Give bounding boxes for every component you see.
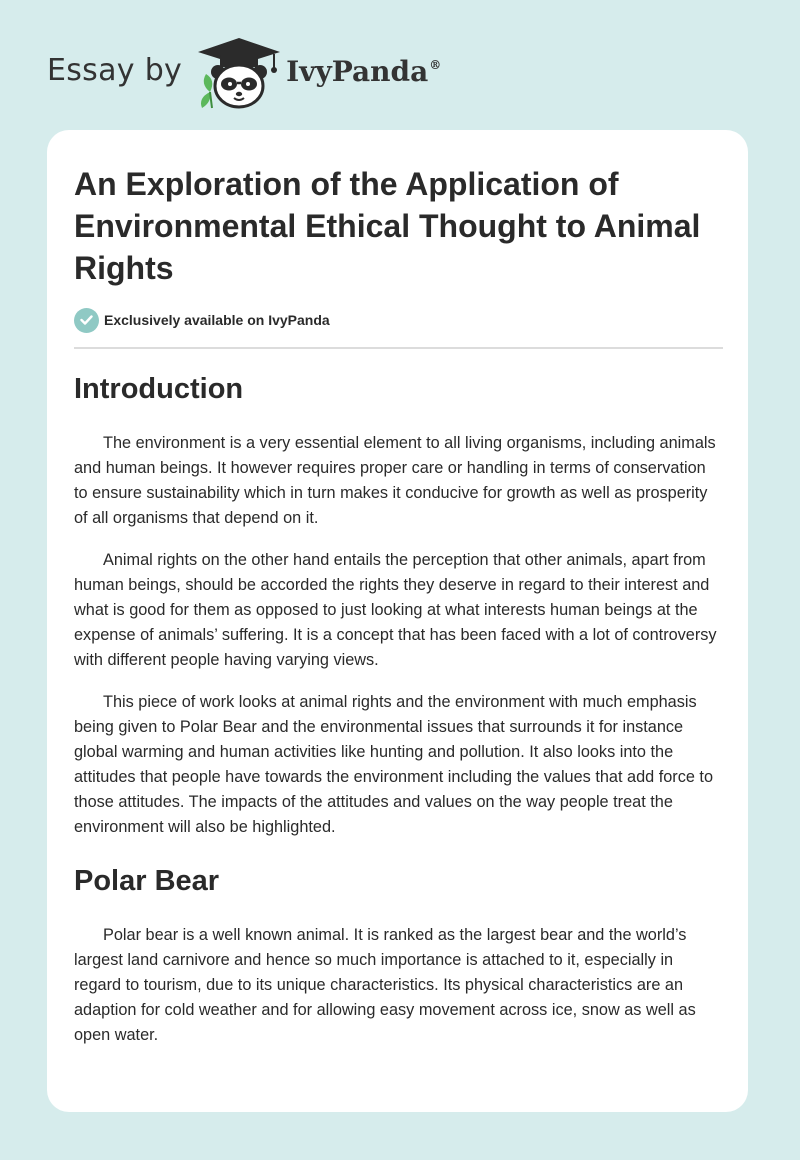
article-content (74, 163, 723, 1048)
site-header (47, 34, 441, 110)
article-title: An Exploration of the Application of Environmental Ethical Thought to Animal Rights (74, 166, 701, 286)
section-heading-introduction: Introduction (74, 373, 244, 405)
panda-graduate-logo-icon[interactable] (196, 34, 282, 110)
section-heading-polar-bear: Polar Bear (74, 865, 220, 897)
paragraph: This piece of work looks at animal rights and the environment with much emphasis being given to Polar Bear and the environmental issues that surrounds it for instance global warming and human activities like hunting and pollution. It also looks into the attitudes that people have towards the environment including the values that add force to those attitudes. The impacts of the attitudes and values on the way people treat the environment will also be highlighted. (74, 693, 713, 836)
essay-by-label: Essay by (47, 52, 183, 88)
brand-name[interactable] (286, 55, 441, 88)
check-circle-icon (74, 308, 99, 333)
paragraph: Polar bear is a well known animal. It is ranked as the largest bear and the world’s largest land carnivore and hence so much importance is attached to it, especially in regard to tourism, due to its unique characteristics. Its physical characteristics are an adaption for cold weather and for allowing easy movement across ice, snow as well as open water. (74, 926, 696, 1044)
exclusive-badge (74, 307, 723, 333)
brand-wordmark: IvyPanda (286, 54, 429, 88)
title-divider (74, 347, 723, 349)
paragraph: Animal rights on the other hand entails the perception that other animals, apart from human beings, should be accorded the rights they deserve in regard to their interest and what is good for them as opposed to just looking at what interests human beings at the expense of animals’ suffering. It is a concept that has been faced with a lot of controversy with different people having varying views. (74, 551, 717, 669)
registered-mark: ® (429, 57, 442, 72)
article-card (47, 130, 748, 1112)
paragraph: The environment is a very essential element to all living organisms, including animals and human beings. It however requires proper care or handling in terms of conservation to ensure sustainability which in turn makes it conducive for growth as well as prosperity of all organisms that depend on it. (74, 434, 716, 527)
exclusive-label: Exclusively available on IvyPanda (104, 312, 330, 328)
